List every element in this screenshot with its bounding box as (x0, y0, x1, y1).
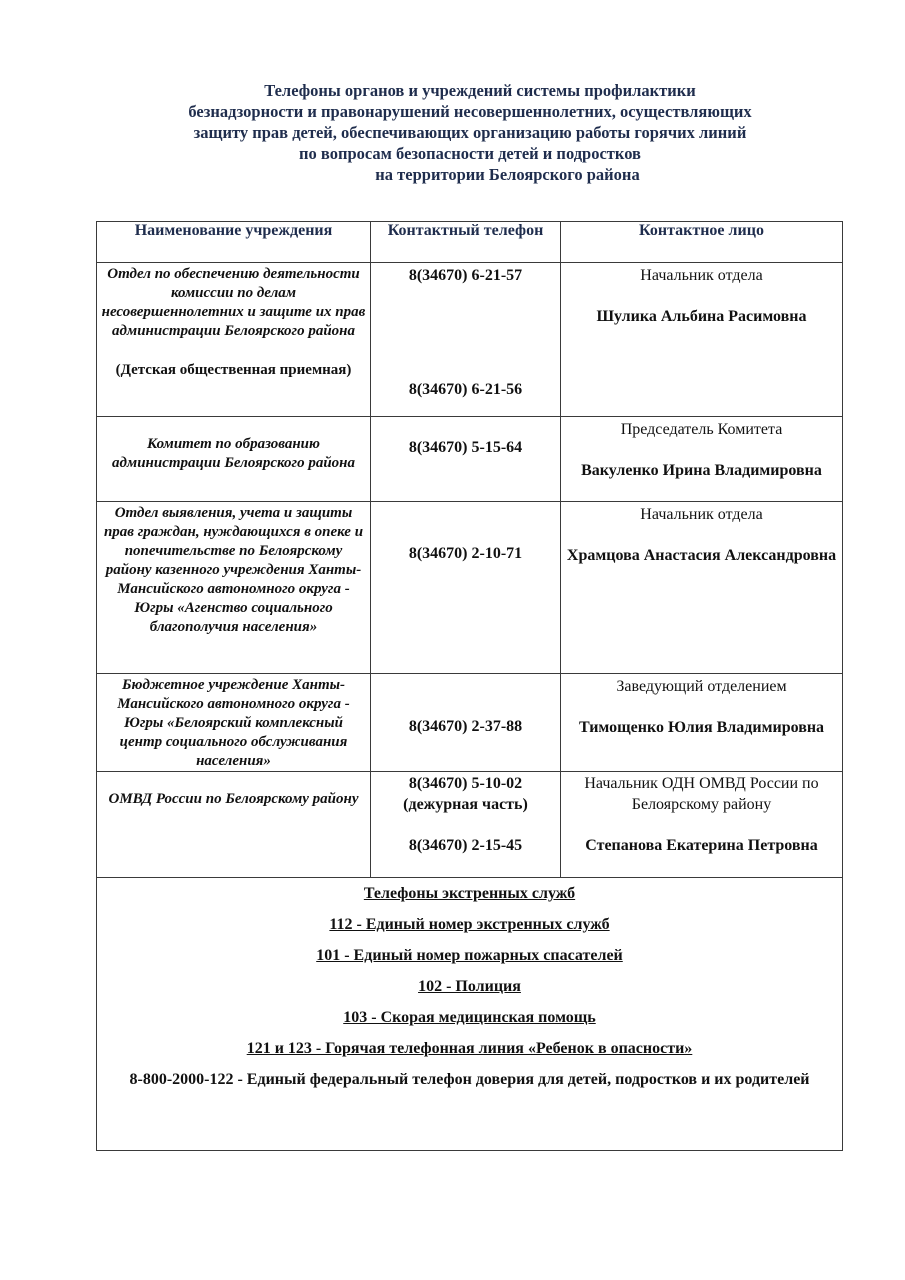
table-row (97, 502, 843, 674)
institution-name: Бюджетное учреждение Ханты-Мансийского автономного округа - Югры «Белоярский комплексный центр социального обслуживания населения» (117, 677, 350, 769)
document-title (100, 80, 840, 185)
table-row (97, 772, 843, 878)
emergency-line: 8-800-2000-122 - Единый федеральный телефон доверия для детей, подростков и их родителей (129, 1071, 810, 1088)
contact-person-cell (561, 417, 843, 502)
table-row (97, 674, 843, 772)
title-line: на территории Белоярского района (375, 165, 640, 184)
title-line: по вопросам безопасности детей и подростков (299, 144, 641, 163)
contacts-table (96, 221, 843, 1151)
emergency-title: Телефоны экстренных служб (363, 885, 576, 902)
phone-number[interactable]: 8(34670) 2-37-88 (408, 718, 523, 735)
institution-name: ОМВД России по Белоярскому району (108, 791, 359, 807)
emergency-line: 102 - Полиция (418, 978, 521, 995)
contact-person-cell (561, 502, 843, 674)
title-line: защиту прав детей, обеспечивающих организацию работы горячих линий (193, 123, 747, 142)
phone-number[interactable]: 8(34670) 2-15-45 (408, 837, 523, 854)
institution-cell (97, 502, 371, 674)
contact-person-cell (561, 674, 843, 772)
phone-note: (дежурная часть) (403, 796, 528, 813)
emergency-line: 103 - Скорая медицинская помощь (343, 1009, 596, 1026)
emergency-line: 112 - Единый номер экстренных служб (329, 916, 610, 933)
phone-number[interactable]: 8(34670) 5-15-64 (408, 439, 523, 456)
header-contact-person: Контактное лицо (561, 222, 843, 263)
phone-cell (371, 772, 561, 878)
phone-number[interactable]: 8(34670) 6-21-57 (408, 267, 523, 284)
institution-name: Комитет по образованию администрации Белоярского района (111, 436, 356, 471)
contact-name: Шулика Альбина Расимовна (596, 308, 807, 325)
emergency-line: 121 и 123 - Горячая телефонная линия «Ребенок в опасности» (246, 1040, 693, 1057)
title-line: безнадзорности и правонарушений несовершеннолетних, осуществляющих (188, 102, 752, 121)
phone-number[interactable]: 8(34670) 2-10-71 (408, 545, 523, 562)
institution-cell (97, 674, 371, 772)
institution-cell (97, 417, 371, 502)
contact-role: Начальник отдела (640, 267, 763, 284)
title-line: Телефоны органов и учреждений системы профилактики (264, 81, 696, 100)
contact-role: Начальник ОДН ОМВД России по Белоярскому району (584, 775, 819, 813)
contact-role: Председатель Комитета (620, 421, 783, 438)
emergency-row (97, 878, 843, 1151)
contact-name: Вакуленко Ирина Владимировна (581, 462, 822, 479)
contact-name: Степанова Екатерина Петровна (585, 837, 818, 854)
table-row (97, 263, 843, 417)
table-row (97, 417, 843, 502)
contact-role: Начальник отдела (640, 506, 763, 523)
emergency-line: 101 - Единый номер пожарных спасателей (316, 947, 623, 964)
institution-name: Отдел по обеспечению деятельности комиссии по делам несовершеннолетних и защите их прав администрации Белоярского района (101, 266, 366, 339)
institution-cell (97, 263, 371, 417)
contact-role: Заведующий отделением (616, 678, 787, 695)
contact-name: Храмцова Анастасия Александровна (566, 547, 837, 564)
contact-name: Тимощенко Юлия Владимировна (578, 719, 825, 736)
table-header-row (97, 222, 843, 263)
institution-subunit: (Детская общественная приемная) (115, 362, 352, 378)
phone-number[interactable]: 8(34670) 5-10-02 (408, 775, 523, 792)
institution-name: Отдел выявления, учета и защиты прав граждан, нуждающихся в опеке и попечительстве по Белоярскому району казенного учреждения Ханты-Мансийского автономного округа - Югры «Агенство социального благополучия населения» (103, 505, 364, 635)
header-institution-name: Наименование учреждения (97, 222, 371, 263)
phone-cell (371, 263, 561, 417)
phone-number[interactable]: 8(34670) 6-21-56 (408, 381, 523, 398)
phone-cell (371, 674, 561, 772)
phone-cell (371, 417, 561, 502)
contact-person-cell (561, 263, 843, 417)
contact-person-cell (561, 772, 843, 878)
institution-cell (97, 772, 371, 878)
phone-cell (371, 502, 561, 674)
header-contact-phone: Контактный телефон (371, 222, 561, 263)
emergency-services-cell (97, 878, 843, 1151)
